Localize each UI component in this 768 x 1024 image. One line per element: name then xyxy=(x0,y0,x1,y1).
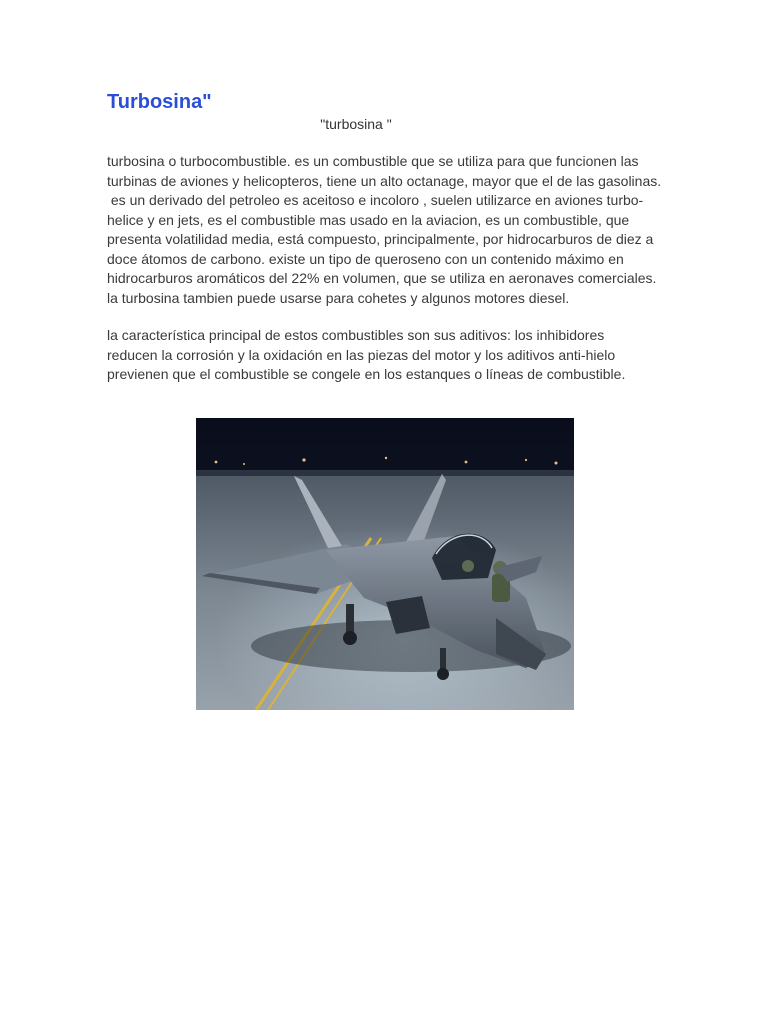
paragraph-line: turbosina o turbocombustible. es un combustible que se utiliza para que funcionen las xyxy=(107,153,639,169)
paragraph-line: la turbosina tambien puede usarse para cohetes y algunos motores diesel. xyxy=(107,289,570,306)
paragraph-line: doce átomos de carbono. existe un tipo de queroseno con un contenido máximo en xyxy=(107,250,624,267)
paragraph-line: helice y en jets, es el combustible mas usado en la aviacion, es un combustible, que xyxy=(107,211,630,228)
paragraph-line: es un derivado del petroleo es aceitoso e incoloro , suelen utilizarce en aviones turbo- xyxy=(107,192,644,208)
fighter-jet-photo xyxy=(196,418,574,710)
paragraph-line: reducen la corrosión y la oxidación en las piezas del motor y los aditivos anti-hielo xyxy=(107,346,616,363)
paragraph-2 xyxy=(107,326,667,385)
document-title: Turbosina" xyxy=(107,91,212,113)
paragraph-line: previenen que el combustible se congele en los estanques o líneas de combustible. xyxy=(107,366,626,382)
paragraph-line: turbinas de aviones y helicopteros, tiene un alto octanage, mayor que el de las gasolinas. xyxy=(107,172,662,189)
paragraph-line: hidrocarburos aromáticos del 22% en volumen, que se utiliza en aeronaves comerciales. xyxy=(107,270,657,286)
paragraph-line: la característica principal de estos combustibles son sus aditivos: los inhibidores xyxy=(107,327,605,343)
paragraph-line: presenta volatilidad media, está compuesto, principalmente, por hidrocarburos de diez a xyxy=(107,231,654,247)
fighter-jet-image xyxy=(196,418,574,710)
paragraph-1 xyxy=(107,152,667,308)
document-subtitle: "turbosina " xyxy=(320,116,392,132)
